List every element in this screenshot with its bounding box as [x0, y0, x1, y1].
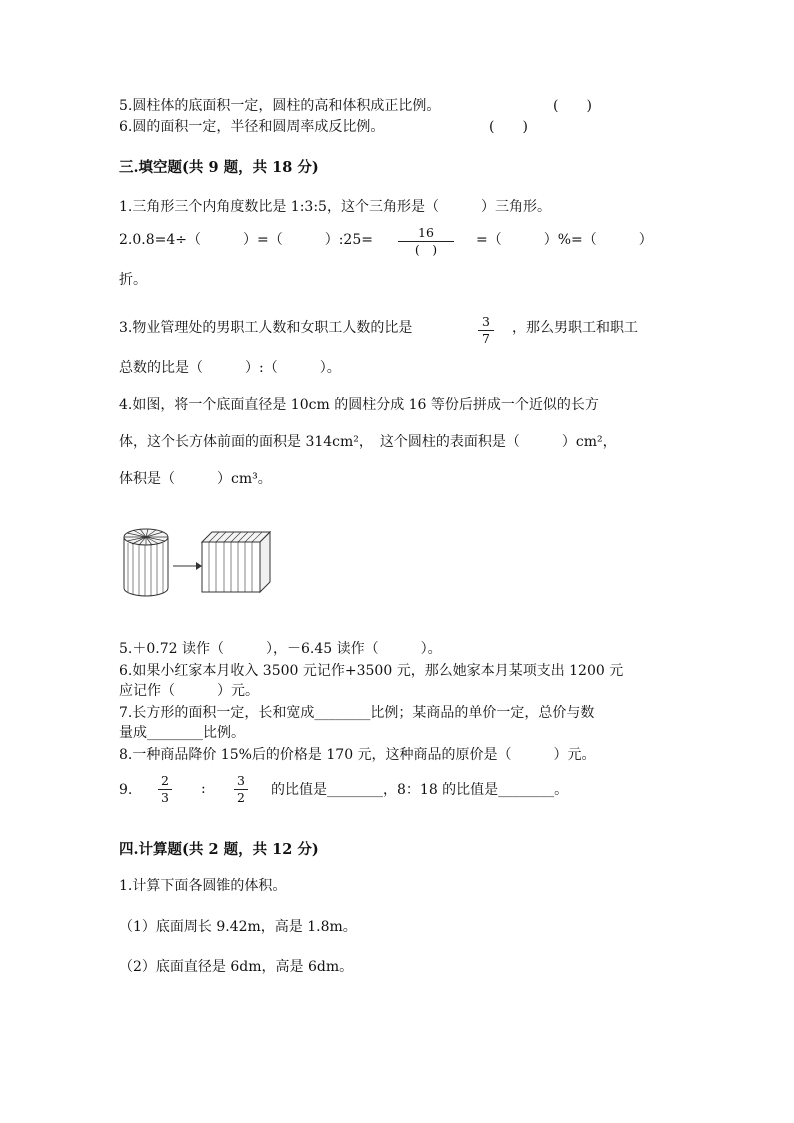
fill-q3-fraction	[478, 315, 494, 346]
calc-q1-sub2: （2）底面直径是 6dm，高是 6dm。	[119, 959, 354, 975]
fill-q8: 8.一种商品降价 15%后的价格是 170 元，这种商品的原价是（ ）元。	[119, 747, 596, 763]
cylinder-to-cuboid-figure	[118, 524, 278, 598]
fill-q3-fraction-denominator: 7	[482, 331, 490, 346]
judgment-q6-answer-paren: ( )	[489, 119, 528, 135]
calc-q1-sub1: （1）底面周长 9.42m，高是 1.8m。	[119, 919, 357, 935]
fill-q9-fraction-2-denominator: 2	[237, 790, 245, 805]
fill-q3-part-a: 3.物业管理处的男职工人数和女职工人数的比是	[119, 320, 413, 336]
fill-q9-colon: :	[201, 781, 206, 797]
fill-q2-fraction	[398, 226, 454, 257]
fill-q2-line2: 折。	[119, 272, 147, 288]
cylinder-illustration	[124, 529, 168, 596]
fill-q6-line2: 应记作（ ）元。	[119, 683, 259, 699]
fill-q7-line2: 量成________比例。	[119, 725, 245, 741]
section-heading-calculation: 四.计算题(共 2 题，共 12 分)	[119, 841, 319, 858]
judgment-q6	[119, 118, 384, 136]
fill-q9-text: 的比值是________，8：18 的比值是________。	[271, 782, 569, 798]
section-heading-fill-blank: 三.填空题(共 9 题，共 18 分)	[119, 159, 319, 176]
fill-q3-fraction-numerator: 3	[482, 314, 490, 329]
fill-q7-line1: 7.长方形的面积一定，长和宽成________比例；某商品的单价一定，总价与数	[119, 705, 595, 721]
judgment-q6-text: 6.圆的面积一定，半径和圆周率成反比例。	[119, 119, 385, 135]
fill-q5: 5.＋0.72 读作（ ），－6.45 读作（ ）。	[119, 641, 442, 657]
fill-q2-fraction-numerator: 16	[418, 225, 434, 240]
fill-q9-fraction-2-numerator: 3	[237, 773, 245, 788]
fill-q2-fraction-denominator: ( )	[414, 242, 438, 257]
fill-q4-line2: 体，这个长方体前面的面积是 314cm²， 这个圆柱的表面积是（ ）cm²，	[119, 434, 617, 450]
judgment-q5-answer-paren: ( )	[553, 98, 592, 114]
fill-q6-line1: 6.如果小红家本月收入 3500 元记作+3500 元，那么她家本月某项支出 1200 元	[119, 663, 624, 679]
arrow-icon	[173, 562, 202, 570]
judgment-q5	[119, 97, 440, 115]
fill-q2-part-a: 2.0.8=4÷（ ）=（ ）:25=	[119, 232, 373, 248]
fill-q9-number: 9.	[119, 782, 133, 798]
cuboid-illustration	[202, 532, 270, 592]
fill-q9-fraction-1-numerator: 2	[161, 773, 169, 788]
fill-q9-fraction-1-denominator: 3	[161, 790, 169, 805]
fill-q2-part-b: =（ ）%=（ ）	[476, 232, 653, 248]
fill-q4-line3: 体积是（ ）cm³。	[119, 471, 272, 487]
fill-q9-fraction-1	[158, 774, 172, 805]
fill-q3-part-b: ，那么男职工和职工	[512, 320, 638, 336]
fill-q1: 1.三角形三个内角度数比是 1:3:5，这个三角形是（ ）三角形。	[119, 199, 551, 215]
calc-q1: 1.计算下面各圆锥的体积。	[119, 878, 287, 894]
judgment-q5-text: 5.圆柱体的底面积一定，圆柱的高和体积成正比例。	[119, 98, 441, 114]
fill-q9-fraction-2	[234, 774, 248, 805]
fill-q4-line1: 4.如图，将一个底面直径是 10cm 的圆柱分成 16 等份后拼成一个近似的长方	[119, 397, 599, 413]
fill-q3-line2: 总数的比是（ ）:（ ）。	[119, 360, 341, 376]
